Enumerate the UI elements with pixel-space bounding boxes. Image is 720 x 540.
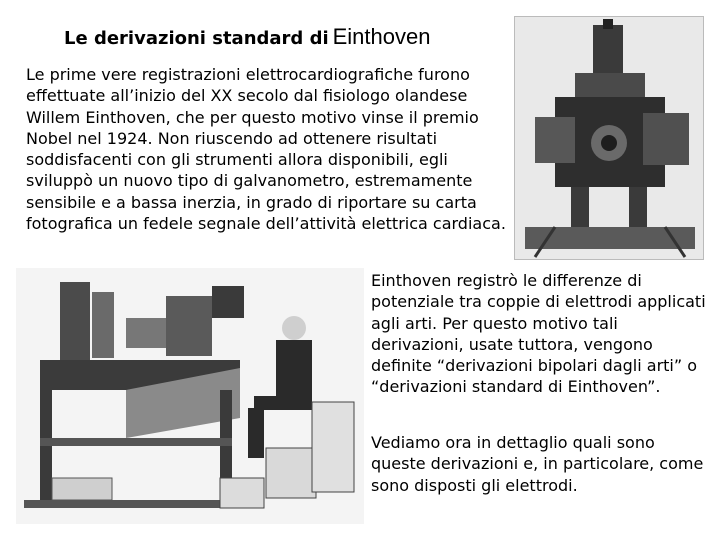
bipolar-leads-paragraph: Einthoven registrò le differenze di potenziale tra coppie di elettrodi applicati agli arti. Per questo motivo tali derivazioni, usate tuttora, vengono definite “derivazioni bipolari dagli arti” o “derivazioni standard di Einthoven”. [371,271,706,397]
intro-paragraph: Le prime vere registrazioni elettrocardiografiche furono effettuate all’inizio del XX secolo dal fisiologo olandese Willem Einthoven, che per questo motivo vinse il premio Nobel nel 1924. Non riuscendo ad ottenere risultati soddisfacenti con gli strumenti allora disponibili, egli sviluppò un nuovo tipo di galvanometro, estremamente sensibile e a bassa inerzia, in grado di riportare su carta fotografica un fedele segnale dell’attività elettrica cardiaca. [26,65,506,234]
galvanometer-photo [514,16,704,260]
next-section-paragraph: Vediamo ora in dettaglio quali sono queste derivazioni e, in particolare, come sono disposti gli elettrodi. [371,433,704,495]
electrocardiograph-photo [16,268,364,524]
title-bold: Le derivazioni standard di [64,28,329,49]
page-title [64,24,430,50]
title-accent: Einthoven [332,24,431,49]
